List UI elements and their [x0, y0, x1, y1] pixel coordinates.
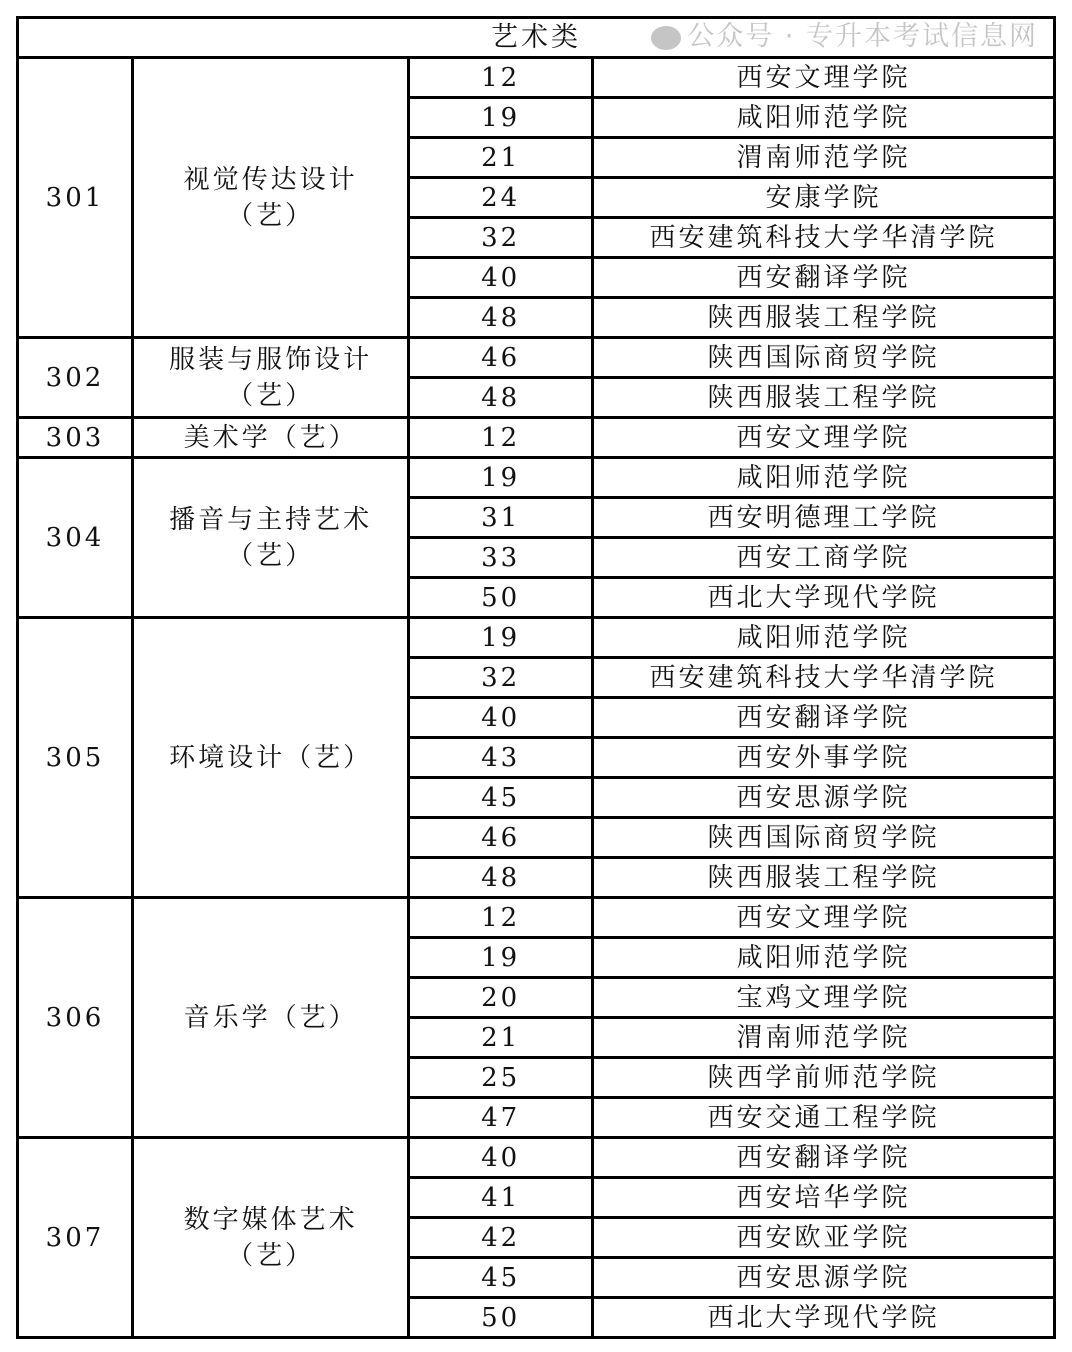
school-name: 西安明德理工学院 — [592, 498, 1054, 538]
school-code: 24 — [409, 178, 593, 218]
school-code: 12 — [409, 418, 593, 458]
major-name-line: （艺） — [227, 540, 315, 571]
school-name: 西安翻译学院 — [592, 1138, 1054, 1178]
school-code: 48 — [409, 378, 593, 418]
major-name-line: 音乐学（艺） — [183, 1002, 358, 1033]
school-code: 21 — [409, 138, 593, 178]
major-code: 305 — [18, 618, 133, 898]
school-code: 32 — [409, 218, 593, 258]
major-name — [132, 58, 408, 338]
major-code: 301 — [18, 58, 133, 338]
school-name: 陕西学前师范学院 — [592, 1058, 1054, 1098]
table-row — [18, 338, 1055, 378]
school-code: 46 — [409, 818, 593, 858]
school-name: 西安文理学院 — [592, 898, 1054, 938]
school-code: 48 — [409, 298, 593, 338]
watermark-text: 公众号 · 专升本考试信息网 — [687, 21, 1038, 52]
school-code: 40 — [409, 258, 593, 298]
school-code: 31 — [409, 498, 593, 538]
major-name — [132, 418, 408, 458]
table-title-row — [18, 18, 1055, 58]
school-name: 西安欧亚学院 — [592, 1218, 1054, 1258]
school-code: 46 — [409, 338, 593, 378]
major-name-line: 视觉传达设计 — [183, 164, 358, 195]
school-code: 50 — [409, 578, 593, 618]
major-name — [132, 458, 408, 618]
school-name: 陕西服装工程学院 — [592, 378, 1054, 418]
school-name: 咸阳师范学院 — [592, 938, 1054, 978]
major-name-line: 播音与主持艺术 — [169, 504, 373, 535]
school-name: 咸阳师范学院 — [592, 458, 1054, 498]
school-code: 21 — [409, 1018, 593, 1058]
school-name: 西安培华学院 — [592, 1178, 1054, 1218]
school-code: 19 — [409, 938, 593, 978]
school-name: 渭南师范学院 — [592, 138, 1054, 178]
major-name-line: （艺） — [227, 380, 315, 411]
school-name: 渭南师范学院 — [592, 1018, 1054, 1058]
table-row — [18, 898, 1055, 938]
school-code: 33 — [409, 538, 593, 578]
major-name — [132, 338, 408, 418]
school-code: 42 — [409, 1218, 593, 1258]
school-code: 19 — [409, 458, 593, 498]
major-name-line: （艺） — [227, 1240, 315, 1271]
school-code: 32 — [409, 658, 593, 698]
school-name: 咸阳师范学院 — [592, 98, 1054, 138]
major-name-line: （艺） — [227, 200, 315, 231]
school-code: 40 — [409, 1138, 593, 1178]
major-code: 307 — [18, 1138, 133, 1338]
major-name-line: 美术学（艺） — [183, 422, 358, 453]
school-name: 陕西国际商贸学院 — [592, 818, 1054, 858]
major-name-line: 环境设计（艺） — [169, 742, 373, 773]
table-row — [18, 618, 1055, 658]
school-code: 47 — [409, 1098, 593, 1138]
school-code: 48 — [409, 858, 593, 898]
table-title: 艺术类 — [18, 18, 1055, 58]
school-code: 50 — [409, 1298, 593, 1338]
major-code: 303 — [18, 418, 133, 458]
school-code: 45 — [409, 778, 593, 818]
school-name: 西安思源学院 — [592, 778, 1054, 818]
school-code: 40 — [409, 698, 593, 738]
school-name: 西安外事学院 — [592, 738, 1054, 778]
major-name-line: 服装与服饰设计 — [169, 344, 373, 375]
major-code: 306 — [18, 898, 133, 1138]
school-code: 20 — [409, 978, 593, 1018]
school-name: 西安建筑科技大学华清学院 — [592, 658, 1054, 698]
school-name: 西北大学现代学院 — [592, 1298, 1054, 1338]
major-code: 304 — [18, 458, 133, 618]
school-name: 西安翻译学院 — [592, 258, 1054, 298]
school-code: 19 — [409, 618, 593, 658]
school-name: 陕西服装工程学院 — [592, 298, 1054, 338]
school-name: 安康学院 — [592, 178, 1054, 218]
major-code: 302 — [18, 338, 133, 418]
table-row — [18, 58, 1055, 98]
school-code: 43 — [409, 738, 593, 778]
school-name: 西北大学现代学院 — [592, 578, 1054, 618]
school-name: 西安翻译学院 — [592, 698, 1054, 738]
school-code: 45 — [409, 1258, 593, 1298]
school-name: 西安文理学院 — [592, 418, 1054, 458]
school-code: 41 — [409, 1178, 593, 1218]
school-name: 陕西服装工程学院 — [592, 858, 1054, 898]
table-row — [18, 1138, 1055, 1178]
school-name: 西安工商学院 — [592, 538, 1054, 578]
art-majors-table — [16, 16, 1056, 1339]
table-row — [18, 418, 1055, 458]
school-name: 宝鸡文理学院 — [592, 978, 1054, 1018]
school-code: 12 — [409, 898, 593, 938]
school-name: 陕西国际商贸学院 — [592, 338, 1054, 378]
major-name — [132, 898, 408, 1138]
school-code: 25 — [409, 1058, 593, 1098]
major-name — [132, 618, 408, 898]
school-name: 咸阳师范学院 — [592, 618, 1054, 658]
school-name: 西安交通工程学院 — [592, 1098, 1054, 1138]
school-name: 西安文理学院 — [592, 58, 1054, 98]
school-name: 西安思源学院 — [592, 1258, 1054, 1298]
school-code: 12 — [409, 58, 593, 98]
major-name — [132, 1138, 408, 1338]
school-name: 西安建筑科技大学华清学院 — [592, 218, 1054, 258]
school-code: 19 — [409, 98, 593, 138]
table-row — [18, 458, 1055, 498]
major-name-line: 数字媒体艺术 — [183, 1204, 358, 1235]
